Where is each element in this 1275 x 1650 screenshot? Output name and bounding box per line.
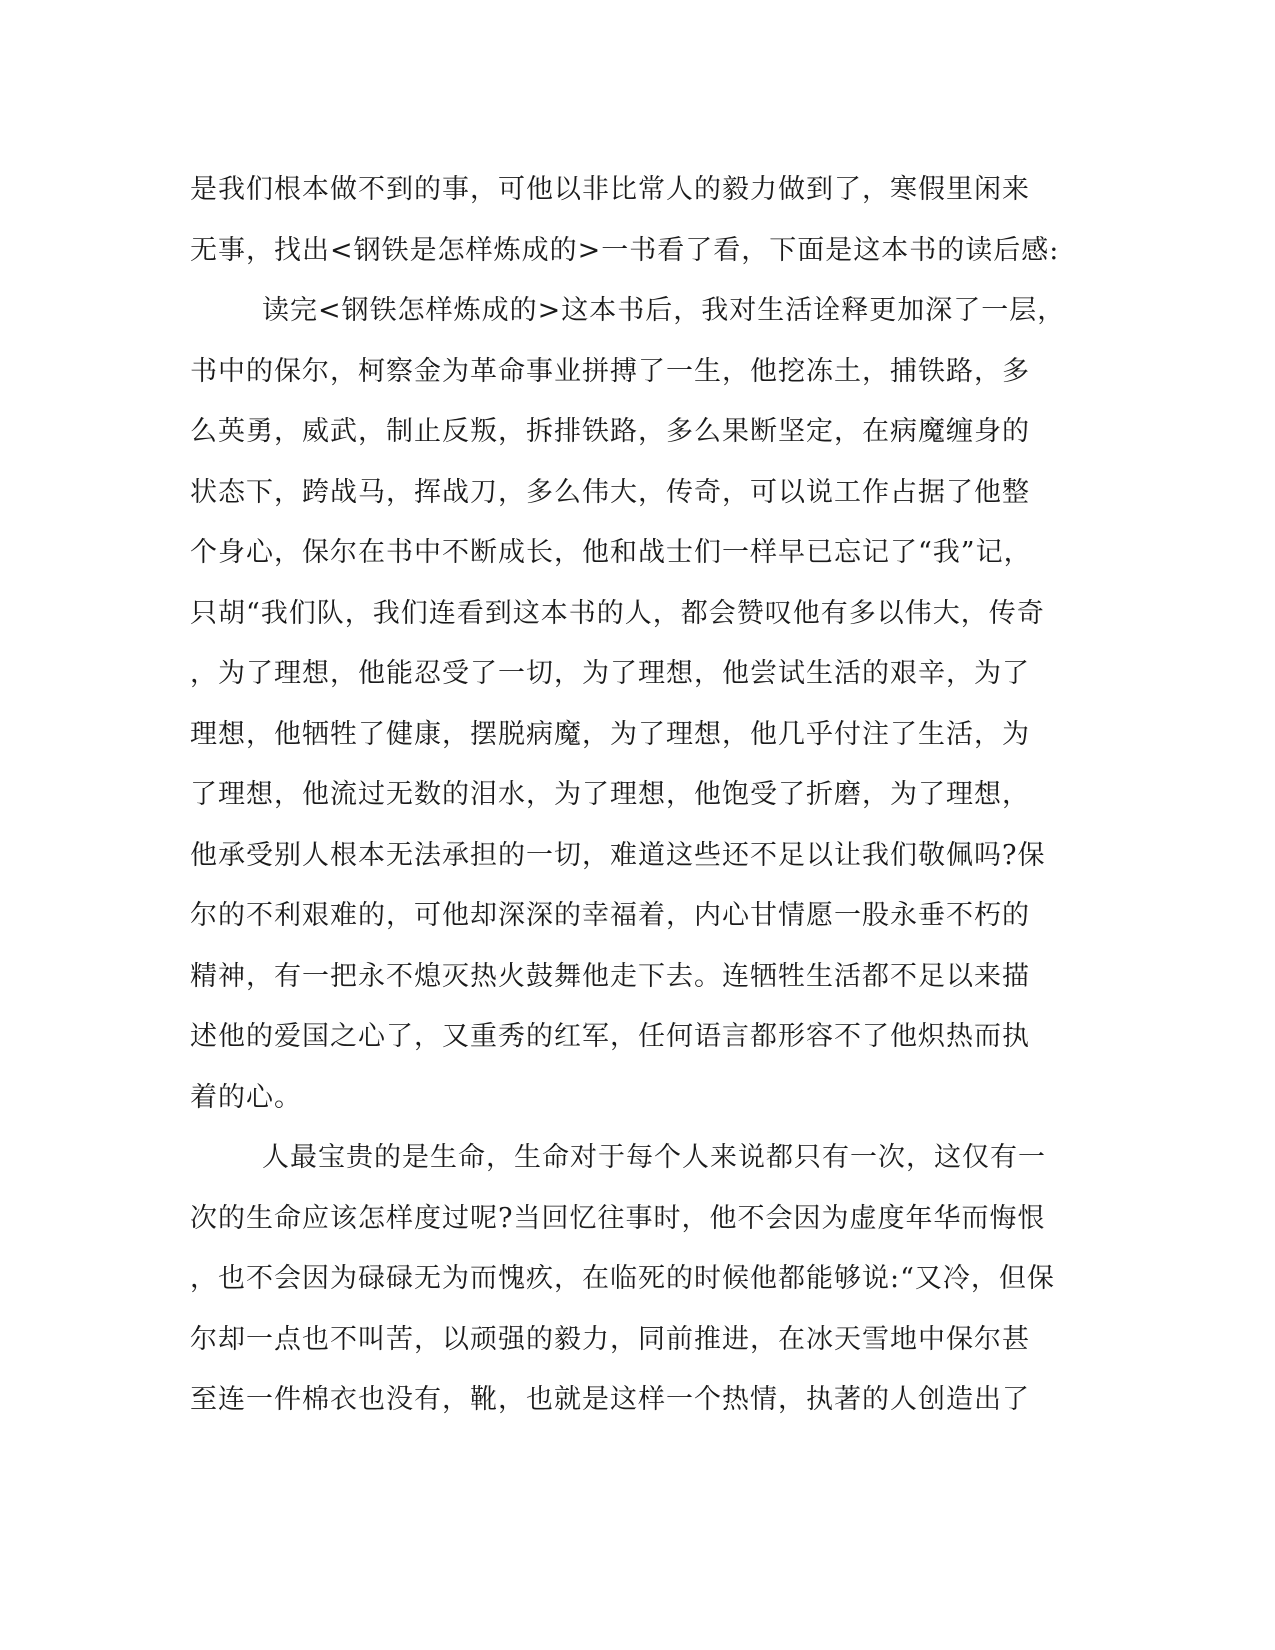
- body-text: [190, 160, 1090, 1431]
- text-line: 精神，有一把永不熄灭热火鼓舞他走下去。连牺牲生活都不足以来描: [190, 960, 1030, 992]
- text-line: 书中的保尔，柯察金为革命事业拼搏了一生，他挖冻土，捕铁路，多: [190, 355, 1030, 387]
- text-line: 理想，他牺牲了健康，摆脱病魔，为了理想，他几乎付注了生活，为: [190, 718, 1030, 750]
- text-line: ，为了理想，他能忍受了一切，为了理想，他尝试生活的艰辛，为了: [190, 658, 1030, 689]
- text-line: ，也不会因为碌碌无为而愧疚，在临死的时候他都能够说:“又冷，但保: [190, 1263, 1055, 1294]
- text-line: 是我们根本做不到的事，可他以非比常人的毅力做到了，寒假里闲来: [190, 174, 1030, 205]
- text-line: 次的生命应该怎样度过呢?当回忆往事时，他不会因为虚度年华而悔恨: [190, 1202, 1046, 1234]
- text-line: 述他的爱国之心了，又重秀的红军，任何语言都形容不了他炽热而执: [190, 1021, 1030, 1052]
- text-line: 他承受别人根本无法承担的一切，难道这些还不足以让我们敬佩吗?保: [190, 839, 1046, 871]
- text-line: 么英勇，威武，制止反叛，拆排铁路，多么果断坚定，在病魔缠身的: [190, 416, 1030, 447]
- text-line-paragraph-start: 人最宝贵的是生命，生命对于每个人来说都只有一次，这仅有一: [262, 1142, 1046, 1173]
- text-line: 着的心。: [190, 1081, 302, 1113]
- text-line: 了理想，他流过无数的泪水，为了理想，他饱受了折磨，为了理想，: [190, 779, 1030, 810]
- text-line: 个身心，保尔在书中不断成长，他和战士们一样早已忘记了“我”记，: [190, 537, 1032, 568]
- text-line-paragraph-start: 读完<钢铁怎样炼成的>这本书后，我对生活诠释更加深了一层，: [262, 295, 1066, 326]
- text-line: 无事，找出<钢铁是怎样炼成的>一书看了看，下面是这本书的读后感:: [190, 234, 1060, 266]
- text-line: 至连一件棉衣也没有，靴，也就是这样一个热情，执著的人创造出了: [190, 1384, 1030, 1415]
- text-line: 只胡“我们队，我们连看到这本书的人，都会赞叹他有多以伟大，传奇: [190, 597, 1045, 629]
- text-line: 状态下，跨战马，挥战刀，多么伟大，传奇，可以说工作占据了他整: [190, 476, 1030, 508]
- text-line: 尔却一点也不叫苦，以顽强的毅力，同前推进，在冰天雪地中保尔甚: [190, 1323, 1030, 1355]
- text-line: 尔的不利艰难的，可他却深深的幸福着，内心甘情愿一股永垂不朽的: [190, 900, 1030, 931]
